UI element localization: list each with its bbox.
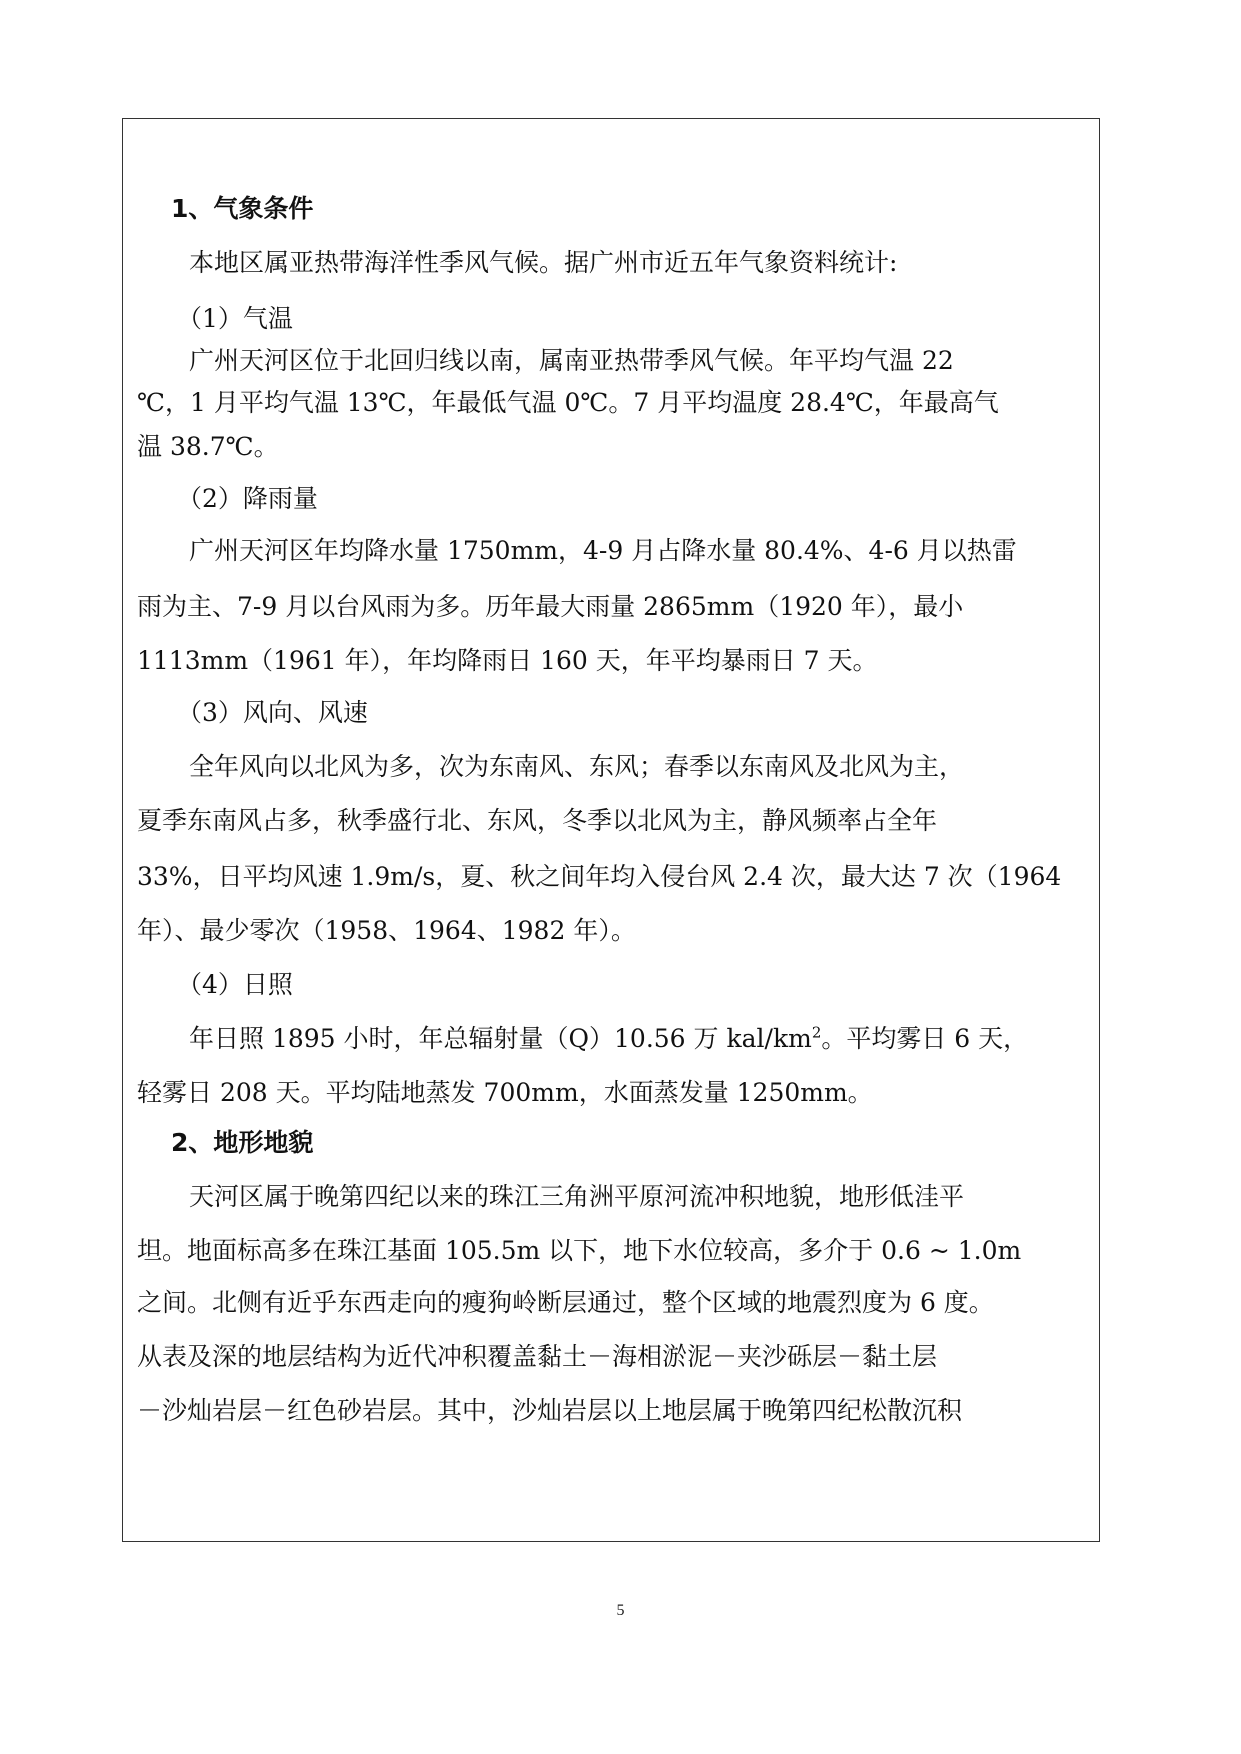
paragraph-line: 从表及深的地层结构为近代冲积覆盖黏土－海相淤泥－夹沙砾层－黏土层: [137, 1342, 938, 1371]
paragraph-line: 夏季东南风占多，秋季盛行北、东风，冬季以北风为主，静风频率占全年: [137, 806, 938, 835]
paragraph-line: 全年风向以北风为多，次为东南风、东风；春季以东南风及北风为主，: [189, 752, 965, 781]
sunshine-text: 年日照 1895 小时，年总辐射量（Q）10.56 万 kal/km: [189, 1024, 812, 1053]
section-heading-meteorology: 1、气象条件: [171, 194, 314, 223]
paragraph-line: 广州天河区年均降水量 1750mm，4-9 月占降水量 80.4%、4-6 月以热雷: [189, 536, 1017, 565]
paragraph-line: 坦。地面标高多在珠江基面 105.5m 以下，地下水位较高，多介于 0.6 ~ 1.0m: [137, 1236, 1022, 1265]
intro-paragraph: 本地区属亚热带海洋性季风气候。据广州市近五年气象资料统计:: [189, 248, 898, 277]
superscript: 2: [811, 1023, 822, 1042]
paragraph-line: 广州天河区位于北回归线以南，属南亚热带季风气候。年平均气温 22: [189, 346, 954, 375]
paragraph-line: 轻雾日 208 天。平均陆地蒸发 700mm，水面蒸发量 1250mm。: [137, 1078, 873, 1107]
subheading-temperature: （1）气温: [177, 304, 293, 333]
content-frame: [122, 118, 1100, 1542]
sunshine-text-end: 。平均雾日 6 天，: [821, 1024, 1029, 1053]
section-heading-terrain: 2、地形地貌: [171, 1128, 314, 1157]
paragraph-line: 温 38.7℃。: [137, 432, 279, 461]
subheading-wind: （3）风向、风速: [177, 698, 368, 727]
paragraph-line: －沙灿岩层－红色砂岩层。其中，沙灿岩层以上地层属于晚第四纪松散沉积: [137, 1396, 963, 1425]
paragraph-line: 33%，日平均风速 1.9m/s，夏、秋之间年均入侵台风 2.4 次，最大达 7 次（1964: [137, 862, 1062, 891]
paragraph-line: ℃，1 月平均气温 13℃，年最低气温 0℃。7 月平均温度 28.4℃，年最高气: [137, 388, 999, 417]
subheading-sunshine: （4）日照: [177, 970, 293, 999]
paragraph-line: 1113mm（1961 年），年均降雨日 160 天，年平均暴雨日 7 天。: [137, 646, 878, 675]
paragraph-line: [189, 1019, 1091, 1059]
paragraph-line: 年）、最少零次（1958、1964、1982 年）。: [137, 916, 636, 945]
paragraph-line: 天河区属于晚第四纪以来的珠江三角洲平原河流冲积地貌，地形低洼平: [189, 1182, 965, 1211]
paragraph-line: 之间。北侧有近乎东西走向的瘦狗岭断层通过，整个区域的地震烈度为 6 度。: [137, 1288, 994, 1317]
subheading-rainfall: （2）降雨量: [177, 484, 318, 513]
paragraph-line: 雨为主、7-9 月以台风雨为多。历年最大雨量 2865mm（1920 年），最小: [137, 592, 964, 621]
page-number: 5: [616, 1602, 625, 1619]
